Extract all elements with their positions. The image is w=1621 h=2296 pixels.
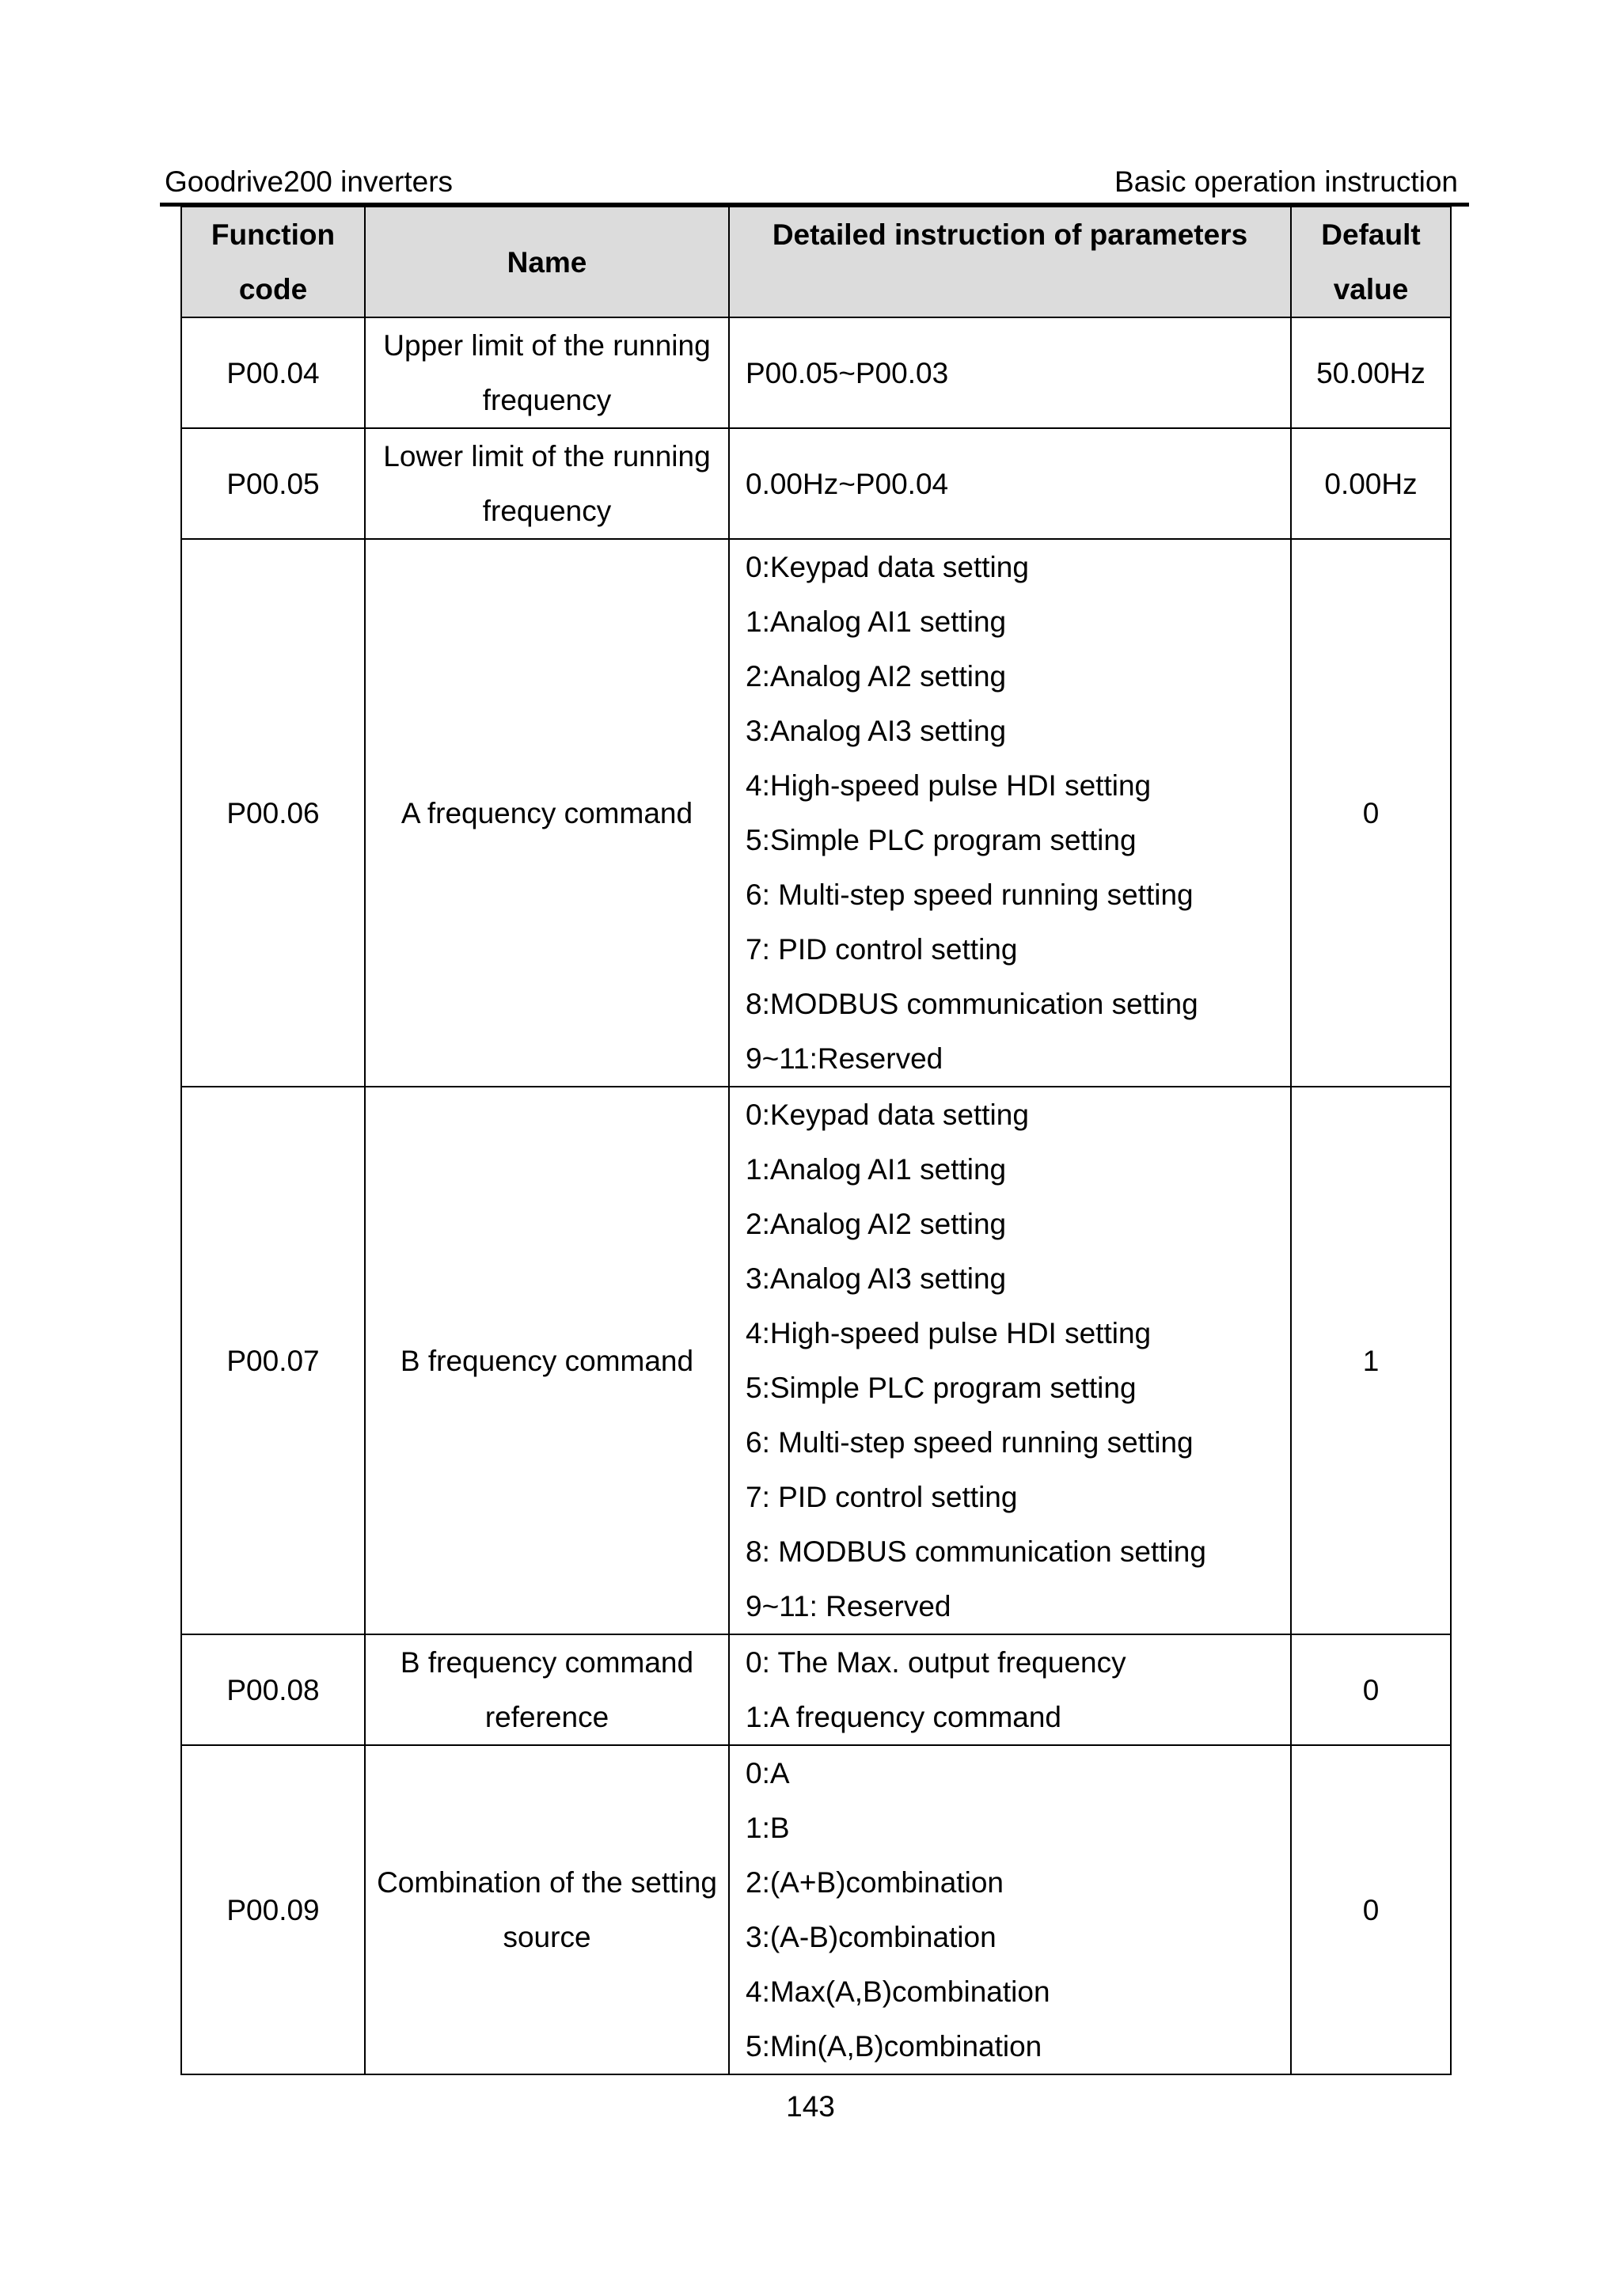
- running-header-left: Goodrive200 inverters: [165, 165, 454, 198]
- parameter-name-line: B frequency command: [400, 1344, 694, 1377]
- parameter-detail-line: 3:(A-B)combination: [746, 1921, 997, 1953]
- parameter-name-line: B frequency command: [400, 1646, 694, 1679]
- parameter-name-cell: [365, 1745, 729, 2074]
- table-row: [181, 1087, 1451, 1634]
- parameter-name-cell: [365, 1087, 729, 1634]
- default-value-cell: 0: [1291, 1745, 1451, 2074]
- function-code-cell: P00.06: [181, 539, 365, 1087]
- parameter-detail-line: 2:Analog AI2 setting: [746, 1208, 1007, 1240]
- function-code-cell: P00.08: [181, 1634, 365, 1745]
- parameter-detail-line: 2:Analog AI2 setting: [746, 660, 1007, 693]
- function-code-cell: P00.04: [181, 317, 365, 428]
- parameter-detail-line: 5:Min(A,B)combination: [746, 2030, 1042, 2063]
- parameter-detail-cell: [729, 317, 1291, 428]
- parameter-detail-line: 2:(A+B)combination: [746, 1866, 1004, 1899]
- function-code-cell: P00.07: [181, 1087, 365, 1634]
- default-value-cell: 0: [1291, 539, 1451, 1087]
- default-value-cell: 0: [1291, 1634, 1451, 1745]
- parameter-detail-line: 6: Multi-step speed running setting: [746, 1426, 1194, 1459]
- parameter-detail-line: 1:Analog AI1 setting: [746, 1153, 1007, 1186]
- parameter-name-line: source: [503, 1921, 591, 1953]
- parameter-detail-line: 0:A: [746, 1757, 790, 1789]
- table-row: [181, 317, 1451, 428]
- column-header-line: Function: [211, 218, 336, 251]
- parameter-table: [180, 206, 1452, 2075]
- table-row: [181, 539, 1451, 1087]
- parameter-rows: [181, 317, 1451, 2074]
- parameter-detail-line: 3:Analog AI3 setting: [746, 715, 1007, 747]
- parameter-detail-line: 5:Simple PLC program setting: [746, 824, 1137, 856]
- parameter-detail-cell: [729, 1087, 1291, 1634]
- page-number: 143: [786, 2090, 835, 2123]
- parameter-name-line: Lower limit of the running: [383, 440, 711, 472]
- column-header-function-code: [181, 207, 365, 317]
- parameter-name-line: Combination of the setting: [377, 1866, 717, 1899]
- parameter-detail-cell: [729, 539, 1291, 1087]
- parameter-name-cell: [365, 317, 729, 428]
- parameter-detail-line: 5:Simple PLC program setting: [746, 1372, 1137, 1404]
- column-header-name: [365, 207, 729, 317]
- table-row: [181, 1745, 1451, 2074]
- column-header-line: value: [1333, 273, 1409, 306]
- parameter-detail-line: 1:Analog AI1 setting: [746, 605, 1007, 638]
- parameter-detail-cell: [729, 1745, 1291, 2074]
- column-header-line: code: [238, 273, 308, 306]
- parameter-name-line: frequency: [482, 495, 612, 527]
- parameter-detail-line: 7: PID control setting: [746, 1481, 1018, 1513]
- parameter-detail-line: 4:Max(A,B)combination: [746, 1975, 1050, 2008]
- parameter-detail-line: 0:Keypad data setting: [746, 1099, 1029, 1131]
- parameter-detail-cell: [729, 1634, 1291, 1745]
- column-header-detail: [729, 207, 1291, 317]
- parameter-detail-line: 0: The Max. output frequency: [746, 1646, 1126, 1679]
- parameter-detail-line: 3:Analog AI3 setting: [746, 1262, 1007, 1295]
- parameter-name-line: Upper limit of the running: [383, 329, 711, 362]
- table-row: [181, 1634, 1451, 1745]
- parameter-detail-line: 9~11:Reserved: [746, 1042, 943, 1075]
- parameter-detail-cell: [729, 428, 1291, 539]
- parameter-detail-line: 0:Keypad data setting: [746, 551, 1029, 583]
- column-header-line: Default: [1321, 218, 1421, 251]
- parameter-name-line: A frequency command: [401, 796, 693, 829]
- parameter-detail-line: 4:High-speed pulse HDI setting: [746, 1317, 1152, 1349]
- default-value-cell: 50.00Hz: [1291, 317, 1451, 428]
- parameter-detail-line: 9~11: Reserved: [746, 1590, 951, 1622]
- parameter-detail-line: 6: Multi-step speed running setting: [746, 879, 1194, 911]
- parameter-detail-line: 8: MODBUS communication setting: [746, 1535, 1206, 1568]
- parameter-name-cell: [365, 1634, 729, 1745]
- parameter-detail-line: P00.05~P00.03: [746, 356, 949, 389]
- running-header-right: Basic operation instruction: [1114, 165, 1458, 198]
- default-value-cell: 1: [1291, 1087, 1451, 1634]
- parameter-name-line: reference: [484, 1701, 609, 1733]
- parameter-detail-line: 8:MODBUS communication setting: [746, 988, 1198, 1020]
- parameter-name-cell: [365, 428, 729, 539]
- function-code-cell: P00.09: [181, 1745, 365, 2074]
- column-header-line: Name: [507, 245, 587, 279]
- parameter-detail-line: 7: PID control setting: [746, 933, 1018, 966]
- parameter-name-line: frequency: [482, 384, 612, 416]
- parameter-name-cell: [365, 539, 729, 1087]
- table-header-row: [181, 207, 1451, 317]
- column-header-default-value: [1291, 207, 1451, 317]
- parameter-detail-line: 0.00Hz~P00.04: [746, 467, 949, 500]
- default-value-cell: 0.00Hz: [1291, 428, 1451, 539]
- column-header-line: Detailed instruction of parameters: [772, 218, 1248, 251]
- parameter-detail-line: 4:High-speed pulse HDI setting: [746, 769, 1152, 802]
- table-row: [181, 428, 1451, 539]
- parameter-detail-line: 1:A frequency command: [746, 1701, 1061, 1733]
- parameter-detail-line: 1:B: [746, 1812, 790, 1844]
- function-code-cell: P00.05: [181, 428, 365, 539]
